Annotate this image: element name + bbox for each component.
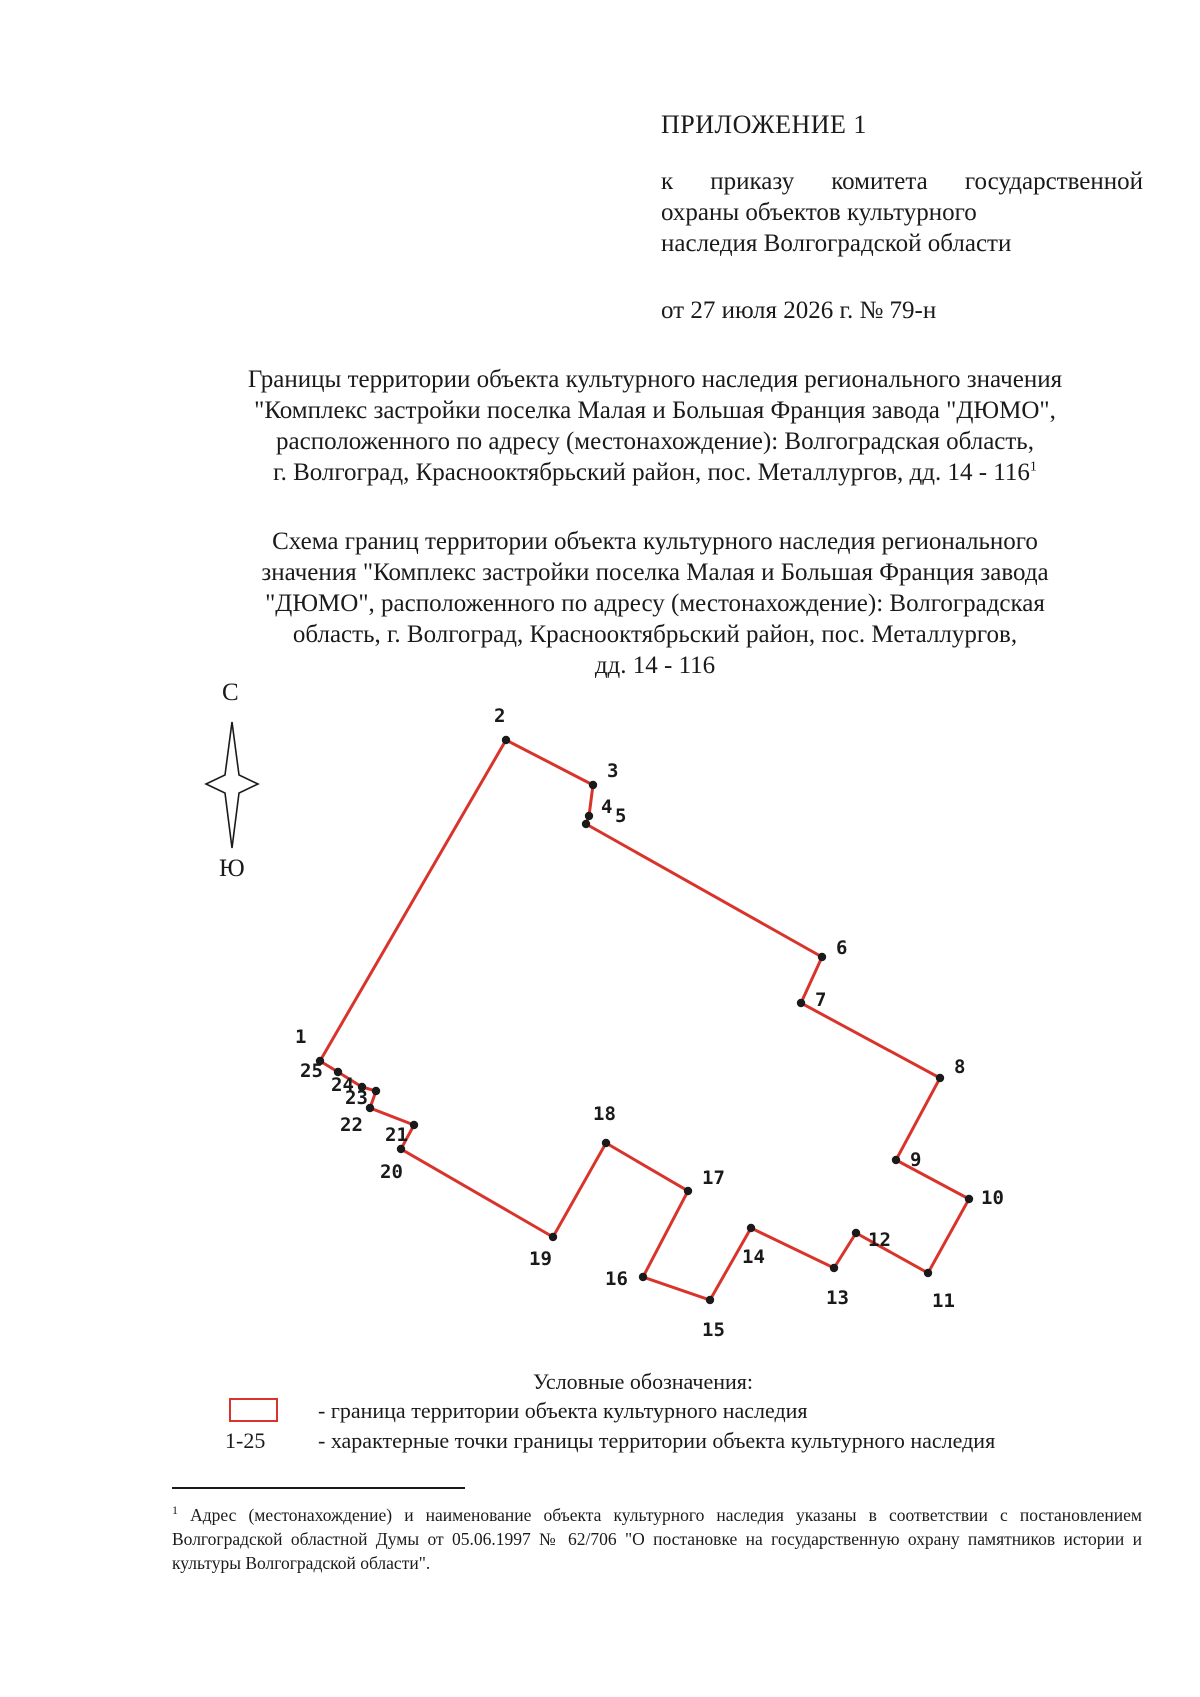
boundary-point xyxy=(585,812,593,820)
boundary-points xyxy=(316,736,973,1304)
legend-points-text: - характерные точки границы территории объекта культурного наследия xyxy=(318,1428,996,1453)
appendix-reference-line: охраны объектов культурного xyxy=(661,199,977,226)
footnote-mark: 1 xyxy=(172,1503,178,1518)
boundary-point xyxy=(549,1233,557,1241)
boundary-point-label: 11 xyxy=(932,1290,955,1312)
title-line: "Комплекс застройки поселка Малая и Большая Франция завода "ДЮМО", xyxy=(254,397,1056,424)
footnote-mark: 1 xyxy=(1029,459,1037,475)
scheme-title-line: "ДЮМО", расположенного по адресу (местонахождение): Волгоградская xyxy=(265,590,1045,617)
scheme-title-line: значения "Комплекс застройки поселка Малая и Большая Франция завода xyxy=(261,559,1049,586)
boundary-point xyxy=(502,736,510,744)
scheme-title-line: Схема границ территории объекта культурного наследия регионального xyxy=(272,528,1038,555)
order-reference: от 27 июля 2026 г. № 79-н xyxy=(661,297,937,324)
boundary-point xyxy=(397,1145,405,1153)
boundary-line xyxy=(320,740,969,1300)
boundary-point xyxy=(852,1229,860,1237)
boundary-point xyxy=(684,1187,692,1195)
compass-south-label: Ю xyxy=(219,855,245,882)
boundary-point xyxy=(797,999,805,1007)
boundary-point-label: 7 xyxy=(815,989,827,1011)
legend-points-range: 1-25 xyxy=(225,1428,266,1453)
boundary-point-label: 12 xyxy=(868,1229,891,1251)
boundary-point-label: 24 xyxy=(331,1074,354,1096)
boundary-point-label: 10 xyxy=(981,1187,1004,1209)
boundary-point-label: 18 xyxy=(593,1103,616,1125)
boundary-point xyxy=(410,1121,418,1129)
boundary-point-label: 19 xyxy=(529,1248,552,1270)
boundary-point xyxy=(706,1296,714,1304)
boundary-point xyxy=(818,953,826,961)
boundary-point xyxy=(602,1139,610,1147)
boundary-point-label: 25 xyxy=(300,1060,323,1082)
boundary-point xyxy=(582,820,590,828)
boundary-point-label: 8 xyxy=(954,1056,966,1078)
boundary-point xyxy=(830,1264,838,1272)
scheme-title-line: область, г. Волгоград, Краснооктябрьский район, пос. Металлургов, xyxy=(292,621,1018,648)
footnote xyxy=(172,1503,1142,1575)
boundary-point-label: 5 xyxy=(615,805,627,827)
boundary-labels xyxy=(295,705,1004,1341)
boundary-point-label: 15 xyxy=(702,1319,725,1341)
boundary-point xyxy=(936,1074,944,1082)
boundary-point-label: 3 xyxy=(607,760,619,782)
boundary-point xyxy=(589,781,597,789)
title-line: расположенного по адресу (местонахождение): Волгоградская область, xyxy=(276,428,1034,455)
boundary-point xyxy=(639,1273,647,1281)
boundary-point-label: 6 xyxy=(836,937,848,959)
compass-north-label: С xyxy=(222,679,239,706)
boundary-point-label: 22 xyxy=(340,1114,363,1136)
boundary-point-label: 16 xyxy=(605,1268,628,1290)
footnote-text: Адрес (местонахождение) и наименование объекта культурного наследия указаны в соответствии с постановлением Волгоградской областной Думы от 05.06.1997 № 62/706 "О постановке на государственную охрану памятников истории и культуры Волгоградской области". xyxy=(172,1505,1142,1573)
legend-boundary-swatch xyxy=(229,1398,278,1422)
boundary-point-label: 4 xyxy=(601,796,613,818)
title-line-text: г. Волгоград, Краснооктябрьский район, пос. Металлургов, дд. 14 - 116 xyxy=(273,459,1030,486)
appendix-title: ПРИЛОЖЕНИЕ 1 xyxy=(661,110,867,139)
boundary-point-label: 14 xyxy=(742,1246,765,1268)
appendix-reference-line: к приказу комитета государственной xyxy=(661,168,1143,195)
boundary-point xyxy=(965,1195,973,1203)
boundary-point xyxy=(747,1224,755,1232)
legend-boundary-text: - граница территории объекта культурного наследия xyxy=(318,1398,808,1423)
legend-heading: Условные обозначения: xyxy=(533,1369,754,1394)
boundary-point-label: 20 xyxy=(380,1161,403,1183)
boundary-point-label: 13 xyxy=(826,1287,849,1309)
compass-arrow-icon xyxy=(206,722,258,848)
boundary-point-label: 23 xyxy=(345,1087,368,1109)
boundary-point-label: 9 xyxy=(910,1149,922,1171)
boundary-point-label: 1 xyxy=(295,1026,307,1048)
scheme-title-line: дд. 14 - 116 xyxy=(594,652,716,679)
boundary-point-label: 2 xyxy=(494,705,506,727)
boundary-point xyxy=(892,1156,900,1164)
boundary-point xyxy=(372,1087,380,1095)
title-line: Границы территории объекта культурного наследия регионального значения xyxy=(247,366,1063,393)
boundary-point xyxy=(924,1269,932,1277)
appendix-reference-line: наследия Волгоградской области xyxy=(661,230,1012,257)
boundary-point-label: 21 xyxy=(385,1124,408,1146)
boundary-point-label: 17 xyxy=(702,1167,725,1189)
footnote-divider xyxy=(172,1487,465,1489)
compass-rose xyxy=(206,679,258,882)
